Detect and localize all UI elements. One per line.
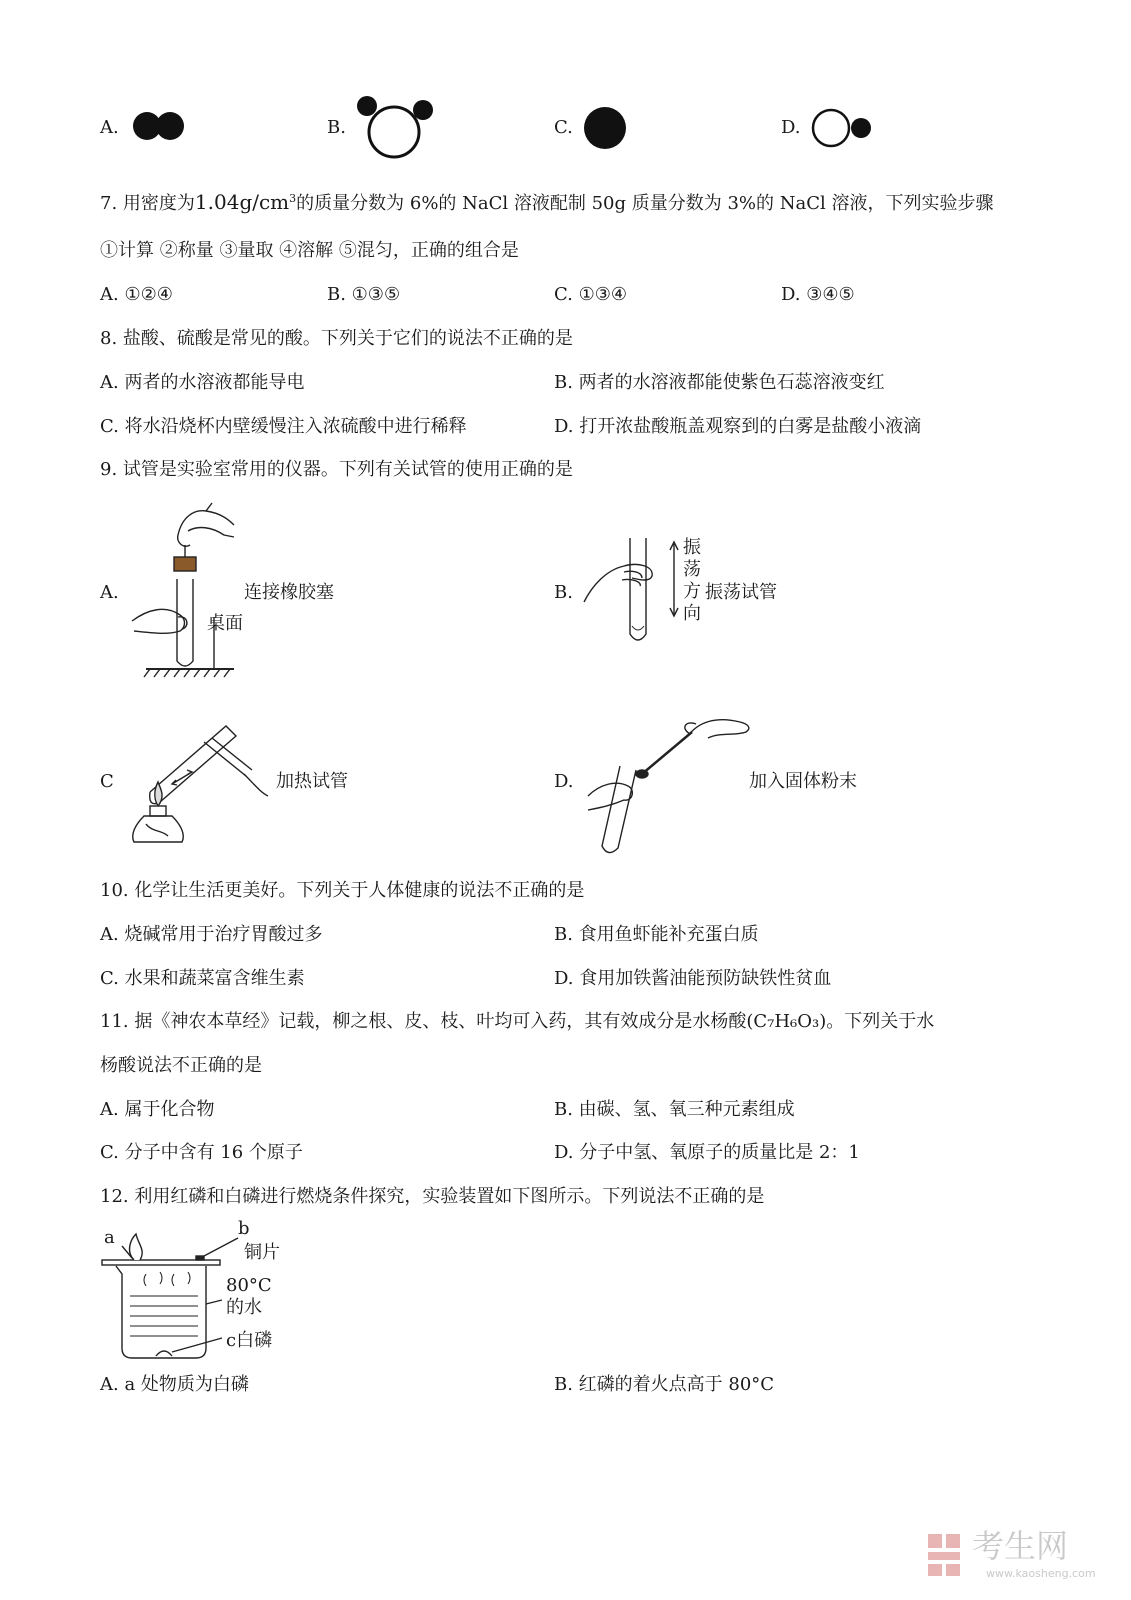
watermark-url: www.kaosheng.com xyxy=(986,1567,1096,1580)
q6-option-a-molecule-figure xyxy=(132,108,192,148)
q8-option-c: C. 将水沿烧杯内壁缓慢注入浓硫酸中进行稀释 xyxy=(100,416,467,437)
q7-density: 1.04g/cm xyxy=(194,190,290,214)
q8-stem: 8. 盐酸、硫酸是常见的酸。下列关于它们的说法不正确的是 xyxy=(100,328,573,349)
q9-option-d-caption: 加入固体粉末 xyxy=(749,771,857,792)
q9-option-a-table-label: 桌面 xyxy=(207,613,243,634)
q7-density-exponent: 3 xyxy=(289,192,297,205)
q7-steps: ①计算 ②称量 ③量取 ④溶解 ⑤混匀，正确的组合是 xyxy=(100,240,519,261)
q9-option-d-figure xyxy=(580,708,755,858)
q12-option-a: A. a 处物质为白磷 xyxy=(100,1374,249,1395)
q6-option-c-label: C. xyxy=(554,117,573,138)
q9-option-b-direction-2: 荡 xyxy=(683,559,701,580)
q9-option-b-direction-1: 振 xyxy=(683,537,701,558)
q9-option-d-letter: D. xyxy=(554,771,574,792)
q8-option-d: D. 打开浓盐酸瓶盖观察到的白雾是盐酸小液滴 xyxy=(554,416,922,437)
q9-stem: 9. 试管是实验室常用的仪器。下列有关试管的使用正确的是 xyxy=(100,459,573,480)
q9-option-a-caption: 连接橡胶塞 xyxy=(244,582,334,603)
q9-option-c-caption: 加热试管 xyxy=(276,771,348,792)
q10-option-a: A. 烧碱常用于治疗胃酸过多 xyxy=(100,924,323,945)
q7-stem xyxy=(100,192,994,213)
q10-option-b: B. 食用鱼虾能补充蛋白质 xyxy=(554,924,759,945)
q6-option-c-molecule-figure xyxy=(583,106,629,152)
q10-option-d: D. 食用加铁酱油能预防缺铁性贫血 xyxy=(554,968,832,989)
q9-option-b-direction-4: 向 xyxy=(683,603,701,624)
watermark-logo xyxy=(926,1532,966,1578)
q11-option-a: A. 属于化合物 xyxy=(100,1099,215,1120)
q12-fig-label-white-phosphorus: c白磷 xyxy=(226,1330,273,1351)
q12-option-b: B. 红磷的着火点高于 80°C xyxy=(554,1374,775,1395)
q10-option-c: C. 水果和蔬菜富含维生素 xyxy=(100,968,305,989)
q7-option-c: C. ①③④ xyxy=(554,284,627,305)
q11-option-c: C. 分子中含有 16 个原子 xyxy=(100,1142,303,1163)
watermark-text: 考生网 xyxy=(972,1527,1069,1565)
q6-option-d-molecule-figure xyxy=(811,108,875,150)
q6-option-d-label: D. xyxy=(781,117,801,138)
q11-stem-line2: 杨酸说法不正确的是 xyxy=(100,1055,262,1076)
q9-option-c-letter: C xyxy=(100,771,114,792)
q10-stem: 10. 化学让生活更美好。下列关于人体健康的说法不正确的是 xyxy=(100,880,585,901)
q12-fig-label-copper: 铜片 xyxy=(244,1242,280,1263)
q9-option-c-figure xyxy=(126,712,276,857)
q12-stem: 12. 利用红磷和白磷进行燃烧条件探究，实验装置如下图所示。下列说法不正确的是 xyxy=(100,1186,765,1207)
q9-option-b-letter: B. xyxy=(554,582,573,603)
q11-option-b: B. 由碳、氢、氧三种元素组成 xyxy=(554,1099,795,1120)
q11-stem-line1: 11. 据《神农本草经》记载，柳之根、皮、枝、叶均可入药，其有效成分是水杨酸(C₇H₆O₃)。下列关于水 xyxy=(100,1011,935,1032)
q12-fig-label-b: b xyxy=(238,1218,250,1239)
q12-fig-label-temp: 80°C xyxy=(226,1275,272,1296)
q7-option-d: D. ③④⑤ xyxy=(781,284,855,305)
q9-option-b-figure xyxy=(580,530,680,655)
q11-option-d: D. 分子中氢、氧原子的质量比是 2：1 xyxy=(554,1142,860,1163)
q6-option-a-label: A. xyxy=(100,117,119,138)
q7-stem-end: 的质量分数为 6%的 NaCl 溶液配制 50g 质量分数为 3%的 NaCl 溶液，下列实验步骤 xyxy=(296,193,994,214)
q12-fig-label-a: a xyxy=(104,1227,115,1248)
q7-option-a: A. ①②④ xyxy=(100,284,173,305)
q8-option-b: B. 两者的水溶液都能使紫色石蕊溶液变红 xyxy=(554,372,885,393)
q7-option-b: B. ①③⑤ xyxy=(327,284,401,305)
q9-option-b-caption: 振荡试管 xyxy=(705,582,777,603)
q9-option-a-letter: A. xyxy=(100,582,119,603)
q8-option-a: A. 两者的水溶液都能导电 xyxy=(100,372,305,393)
q6-option-b-label: B. xyxy=(327,117,346,138)
q7-stem-start: 7. 用密度为 xyxy=(100,193,195,214)
q9-option-a-figure xyxy=(128,505,248,685)
q6-option-b-molecule-figure xyxy=(356,96,441,162)
q9-option-b-direction-3: 方 xyxy=(683,581,701,602)
q12-fig-label-water: 的水 xyxy=(226,1297,262,1318)
